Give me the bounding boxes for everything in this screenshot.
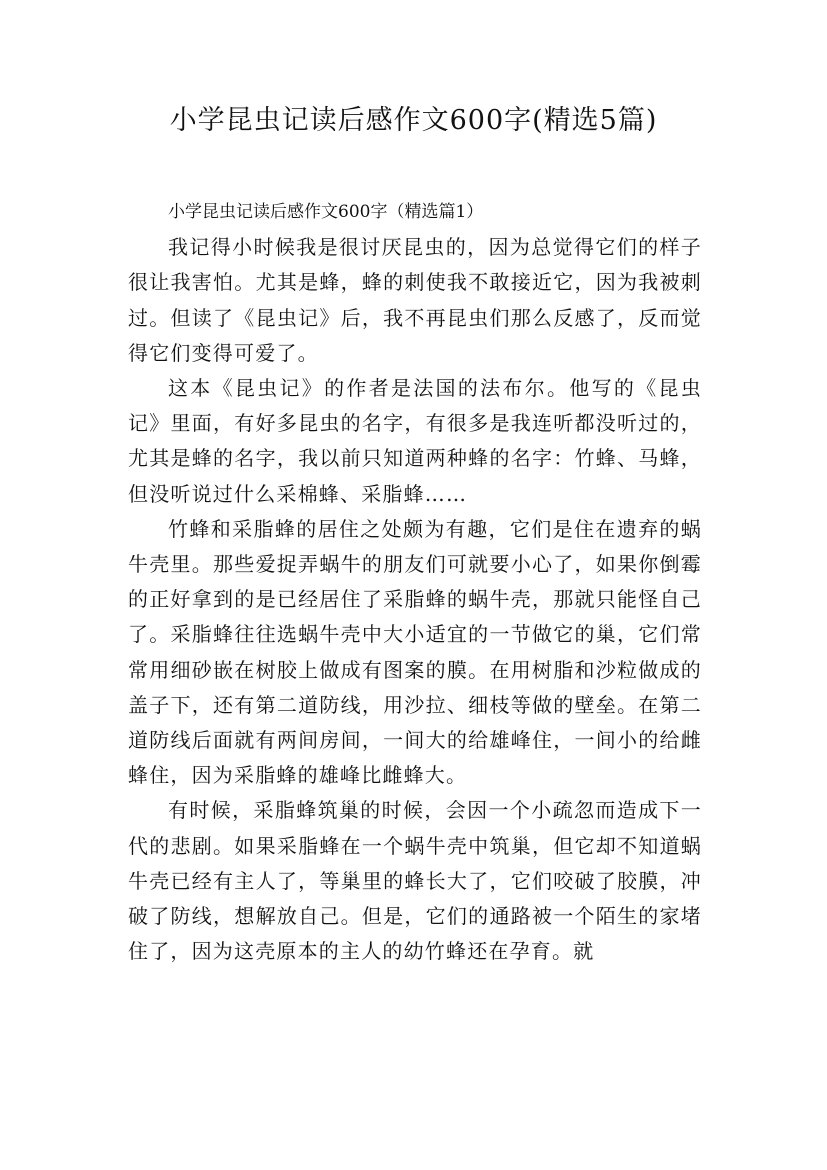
document-title: 小学昆虫记读后感作文600字(精选5篇)	[169, 105, 658, 136]
paragraph: 这本《昆虫记》的作者是法国的法布尔。他写的《昆虫记》里面，有好多昆虫的名字，有很多是我连听都没听过的，尤其是蜂的名字，我以前只知道两种蜂的名字：竹蜂、马蜂，但没听说过什么采棉蜂、采脂蜂……	[128, 376, 702, 506]
section-heading: 小学昆虫记读后感作文600字（精选篇1）	[168, 202, 484, 222]
paragraph: 我记得小时候我是很讨厌昆虫的，因为总觉得它们的样子很让我害怕。尤其是蜂，蜂的刺使我不敢接近它，因为我被刺过。但读了《昆虫记》后，我不再昆虫们那么反感了，反而觉得它们变得可爱了。	[128, 235, 702, 365]
paragraph: 竹蜂和采脂蜂的居住之处颇为有趣，它们是住在遗弃的蜗牛壳里。那些爱捉弄蜗牛的朋友们可就要小心了，如果你倒霉的正好拿到的是已经居住了采脂蜂的蜗牛壳，那就只能怪自己了。采脂蜂往往选蜗牛壳中大小适宜的一节做它的巢，它们常常用细砂嵌在树胶上做成有图案的膜。在用树脂和沙粒做成的盖子下，还有第二道防线，用沙拉、细枝等做的壁垒。在第二道防线后面就有两间房间，一间大的给雄峰住，一间小的给雌蜂住，因为采脂蜂的雄峰比雌蜂大。	[128, 516, 702, 788]
paragraph: 有时候，采脂蜂筑巢的时候，会因一个小疏忽而造成下一代的悲剧。如果采脂蜂在一个蜗牛壳中筑巢，但它却不知道蜗牛壳已经有主人了，等巢里的蜂长大了，它们咬破了胶膜，冲破了防线，想解放自己。但是，它们的通路被一个陌生的家堵住了，因为这壳原本的主人的幼竹蜂还在孕育。就	[128, 798, 702, 964]
document-body	[128, 195, 702, 969]
